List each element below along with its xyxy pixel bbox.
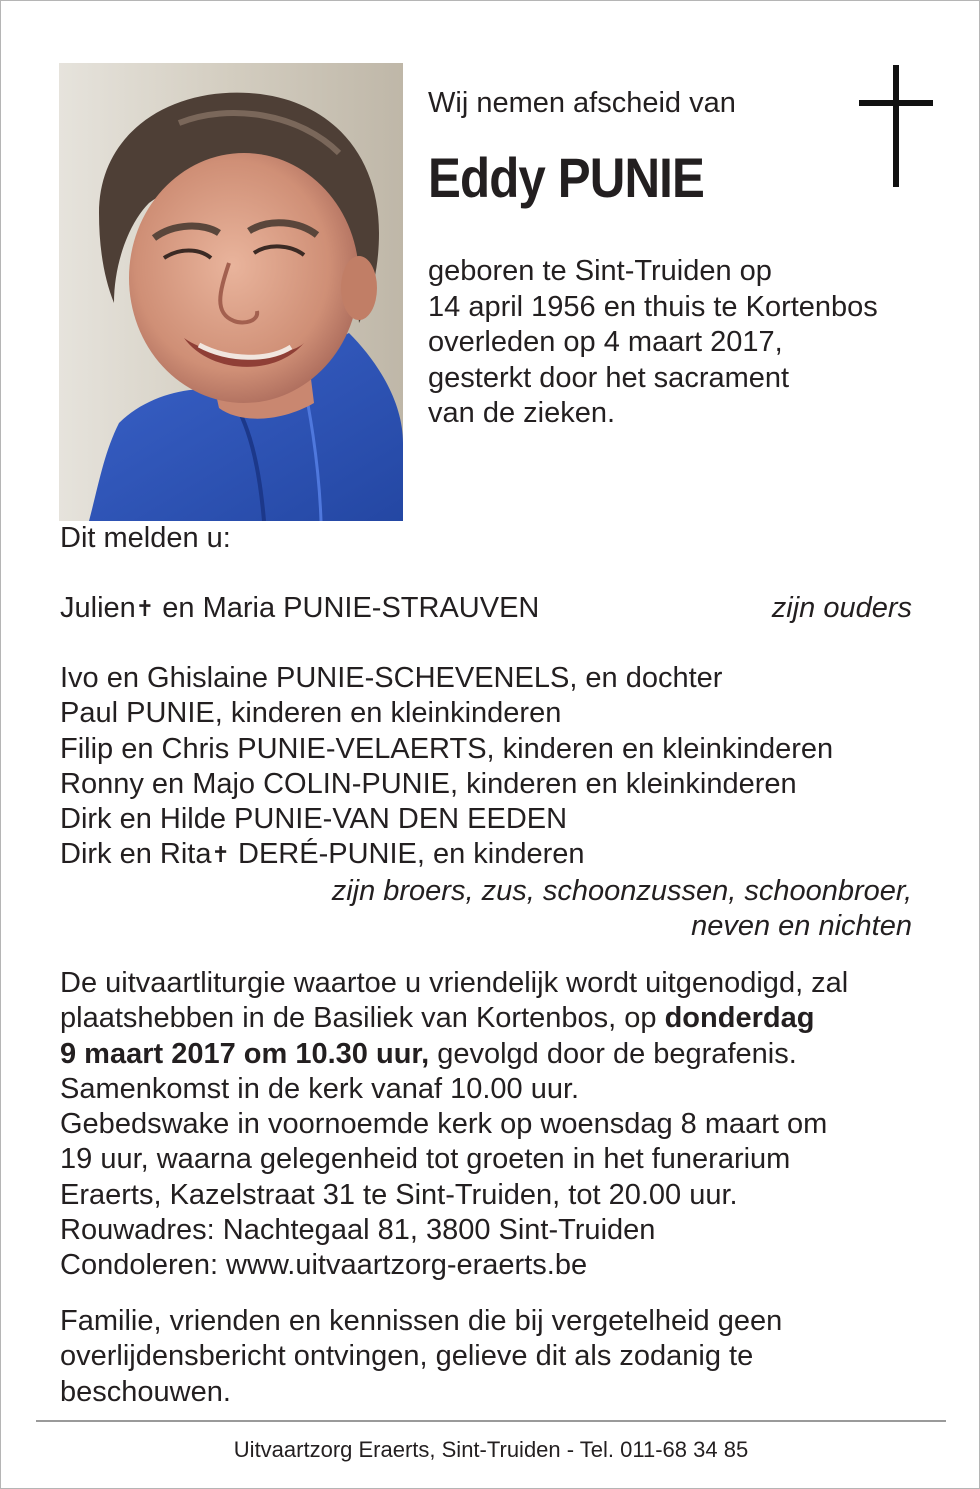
ceremony-line: Rouwadres: Nachtegaal 81, 3800 Sint-Truiden [60,1214,656,1247]
sibling-surname: DERÉ-PUNIE, en kinderen [229,838,585,871]
ceremony-datetime: 9 maart 2017 om 10.30 uur, [60,1037,430,1070]
birth-line: van de zieken. [428,397,616,429]
birth-line: overleden op 4 maart 2017, [428,326,783,358]
ceremony-line [60,1037,848,1072]
cross-icon [859,65,933,187]
ceremony-day: donderdag [664,1002,815,1035]
notice-line: overlijdensbericht ontvingen, gelieve dit als zodanig te [60,1340,754,1373]
birth-line: 14 april 1956 en thuis te Kortenbos [428,290,878,323]
parent-father: Julien [60,592,136,624]
footer-divider [36,1420,946,1422]
relation-line: zijn broers, zus, schoonzussen, schoonbroer, [331,875,912,907]
dagger-icon: ✝ [135,596,155,621]
siblings-relation [332,874,912,945]
sibling-line [60,837,833,873]
portrait-photo [59,63,403,521]
sibling-line: Ronny en Majo COLIN-PUNIE, kinderen en kleinkinderen [60,767,797,800]
notice-line: beschouwen. [60,1375,231,1408]
birth-line: gesterkt door het sacrament [428,361,790,394]
parent-mother: en Maria PUNIE-STRAUVEN [154,592,540,624]
parents-relation: zijn ouders [771,592,912,624]
sibling-line: Dirk en Hilde PUNIE-VAN DEN EEDEN [60,803,568,836]
birth-death-details [428,254,878,432]
ceremony-details [60,966,848,1284]
notice-line: Familie, vrienden en kennissen die bij vergetelheid geen [60,1305,783,1337]
sibling-line: Paul PUNIE, kinderen en kleinkinderen [60,697,562,730]
ceremony-line: Gebedswake in voornoemde kerk op woensdag 8 maart om [60,1108,828,1141]
ceremony-location: plaatshebben in de Basiliek van Kortenbos, op [60,1002,665,1035]
ceremony-line: Condoleren: www.uitvaartzorg-eraerts.be [60,1249,588,1282]
ceremony-line: De uitvaartliturgie waartoe u vriendelijk wordt uitgenodigd, zal [60,967,849,999]
announcement: Dit melden u: [60,522,231,554]
birth-line: geboren te Sint-Truiden op [428,255,772,287]
sibling-line: Ivo en Ghislaine PUNIE-SCHEVENELS, en dochter [60,662,723,694]
deceased-name: Eddy PUNIE [428,146,704,209]
notice-text [60,1304,782,1410]
dagger-icon: ✝ [211,842,230,868]
sibling-names: Dirk en Rita [60,838,212,871]
parents-names [60,592,539,625]
ceremony-line [60,1001,848,1036]
footer-funeral-home: Uitvaartzorg Eraerts, Sint-Truiden - Tel. 011-68 34 85 [233,1437,749,1462]
sibling-line: Filip en Chris PUNIE-VELAERTS, kinderen en kleinkinderen [60,732,834,765]
relation-line: neven en nichten [691,910,912,943]
ceremony-followup: gevolgd door de begrafenis. [429,1037,797,1070]
intro-text: Wij nemen afscheid van [428,87,736,119]
ceremony-line: Samenkomst in de kerk vanaf 10.00 uur. [60,1072,580,1105]
ceremony-line: Eraerts, Kazelstraat 31 te Sint-Truiden, tot 20.00 uur. [60,1178,738,1211]
siblings-list [60,661,833,874]
ceremony-line: 19 uur, waarna gelegenheid tot groeten in het funerarium [60,1143,791,1176]
